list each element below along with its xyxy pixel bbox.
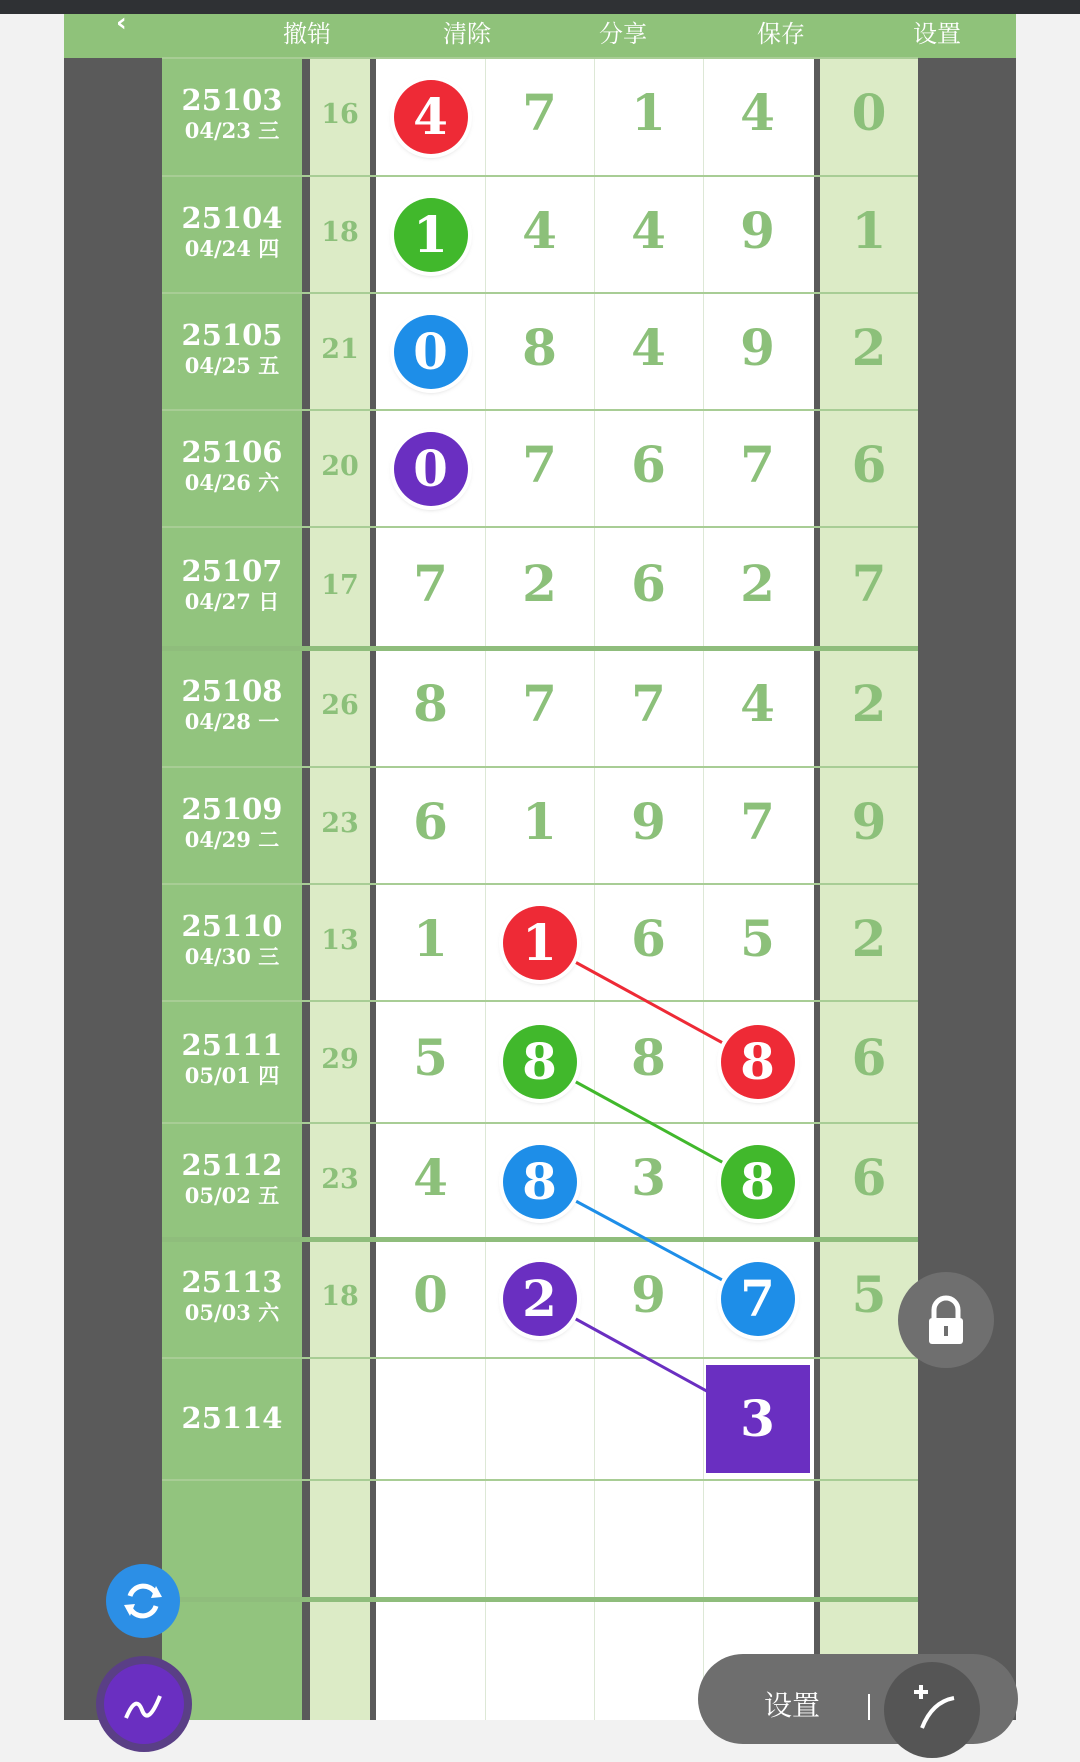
sum-value: 23 [321, 807, 359, 839]
issue-number: 25103 [181, 83, 283, 117]
last-digit-cell: 6 [851, 434, 887, 494]
marked-ball-purple[interactable]: 0 [394, 432, 468, 506]
sum-value: 26 [321, 690, 359, 721]
digit-cell[interactable]: 1 [413, 908, 448, 968]
issue-date: 04/29 二 [184, 826, 280, 852]
sum-value: 16 [321, 99, 359, 130]
digit-cell[interactable]: 3 [631, 1147, 666, 1207]
digit-cell[interactable]: 7 [522, 434, 557, 494]
digit-cell[interactable]: 5 [740, 908, 775, 968]
issue-number: 25104 [181, 200, 283, 235]
back-arrow-icon[interactable]: ‹ [116, 8, 127, 38]
issue-number: 25108 [181, 674, 283, 708]
last-digit-cell: 6 [851, 1147, 887, 1207]
save-button[interactable]: 保存 [757, 20, 805, 48]
issue-date: 05/01 四 [184, 1063, 280, 1088]
digit-cell[interactable]: 8 [522, 317, 557, 377]
digit-cell[interactable]: 7 [740, 434, 775, 494]
marked-ball-red[interactable]: 8 [721, 1025, 795, 1099]
issue-number: 25107 [181, 554, 283, 588]
pen-icon[interactable] [96, 1656, 192, 1752]
issue-date: 04/28 一 [184, 709, 280, 734]
digit-cell[interactable]: 9 [740, 317, 775, 377]
digit-cell[interactable]: 7 [740, 791, 775, 851]
digit-cell[interactable]: 6 [413, 791, 448, 851]
digit-cell[interactable]: 4 [522, 200, 557, 260]
digit-cell[interactable]: 9 [740, 200, 775, 260]
issue-date: 04/23 三 [184, 118, 280, 143]
digit-cell[interactable]: 4 [631, 317, 666, 377]
digit-cell[interactable]: 8 [413, 674, 448, 733]
marked-ball-green[interactable]: 1 [394, 198, 468, 272]
lock-button[interactable] [898, 1272, 994, 1368]
pill-divider [868, 1694, 870, 1720]
marked-ball-blue[interactable]: 0 [394, 315, 468, 389]
settings-button[interactable]: 设置 [913, 20, 961, 48]
digit-cell[interactable]: 6 [631, 908, 666, 968]
issue-number: 25109 [181, 791, 283, 826]
refresh-icon[interactable] [106, 1564, 180, 1638]
last-digit-cell: 0 [851, 83, 887, 142]
digit-cell[interactable]: 4 [740, 674, 775, 733]
last-digit-cell: 7 [851, 554, 887, 613]
last-digit-cell: 1 [851, 200, 887, 260]
issue-date: 04/24 四 [184, 235, 280, 261]
issue-date: 04/30 三 [184, 943, 280, 969]
issue-number: 25111 [181, 1028, 283, 1062]
digit-cell[interactable]: 9 [631, 1265, 666, 1324]
issue-date: 04/26 六 [184, 469, 280, 495]
digit-cell[interactable]: 7 [631, 674, 666, 733]
issue-date: 05/03 六 [184, 1300, 280, 1325]
digit-cell[interactable]: 7 [413, 554, 448, 613]
last-digit-cell: 2 [851, 908, 887, 968]
add-line-icon [884, 1662, 980, 1758]
clear-button[interactable]: 清除 [443, 20, 491, 48]
digit-cell[interactable]: 8 [631, 1028, 666, 1087]
digit-cell[interactable]: 4 [413, 1147, 448, 1207]
digit-cell[interactable]: 5 [413, 1028, 448, 1087]
sum-value: 29 [321, 1044, 359, 1075]
marked-ball-green[interactable]: 8 [721, 1145, 795, 1219]
issue-number: 25113 [181, 1265, 283, 1299]
issue-date: 04/25 五 [184, 352, 280, 378]
marked-ball-purple[interactable]: 2 [503, 1262, 577, 1336]
digit-cell[interactable]: 4 [631, 200, 666, 260]
sum-value: 13 [321, 924, 359, 956]
add-line-button[interactable] [884, 1662, 980, 1758]
digit-cell[interactable]: 0 [413, 1265, 448, 1324]
last-digit-cell: 9 [851, 791, 887, 851]
issue-number: 25106 [181, 434, 283, 469]
issue-number: 25105 [181, 317, 283, 352]
share-button[interactable]: 分享 [599, 20, 647, 48]
sum-value: 20 [321, 450, 359, 482]
lock-icon [898, 1272, 994, 1368]
issue-date: 05/02 五 [184, 1182, 280, 1208]
marked-ball-blue[interactable]: 7 [721, 1262, 795, 1336]
marked-ball-red[interactable]: 1 [503, 906, 577, 980]
issue-number: 25112 [181, 1147, 283, 1182]
prediction-square[interactable]: 3 [706, 1365, 810, 1473]
settings-pill-button[interactable]: 设置 [764, 1689, 821, 1722]
sum-value: 23 [321, 1163, 359, 1195]
digit-cell[interactable]: 2 [740, 554, 775, 613]
digit-cell[interactable]: 1 [631, 83, 666, 142]
marked-ball-blue[interactable]: 8 [503, 1145, 577, 1219]
digit-cell[interactable]: 6 [631, 554, 666, 613]
last-digit-cell: 2 [851, 674, 887, 733]
sum-value: 18 [321, 1281, 359, 1312]
last-digit-cell: 2 [851, 317, 887, 377]
digit-cell[interactable]: 7 [522, 83, 557, 142]
digit-cell[interactable]: 9 [631, 791, 666, 851]
sum-value: 18 [321, 216, 359, 248]
last-digit-cell: 5 [851, 1265, 887, 1324]
undo-button[interactable]: 撤销 [283, 20, 331, 48]
sum-value: 17 [321, 570, 359, 601]
sum-value: 21 [321, 333, 359, 365]
marked-ball-red[interactable]: 4 [394, 80, 468, 154]
digit-cell[interactable]: 7 [522, 674, 557, 733]
digit-cell[interactable]: 2 [522, 554, 557, 613]
digit-cell[interactable]: 4 [740, 83, 775, 142]
issue-number: 25110 [181, 908, 283, 943]
marked-ball-green[interactable]: 8 [503, 1025, 577, 1099]
digit-cell[interactable]: 1 [522, 791, 557, 851]
issue-date: 04/27 日 [184, 589, 280, 614]
issue-number: 25114 [181, 1401, 283, 1435]
digit-cell[interactable]: 6 [631, 434, 666, 494]
last-digit-cell: 6 [851, 1028, 887, 1087]
